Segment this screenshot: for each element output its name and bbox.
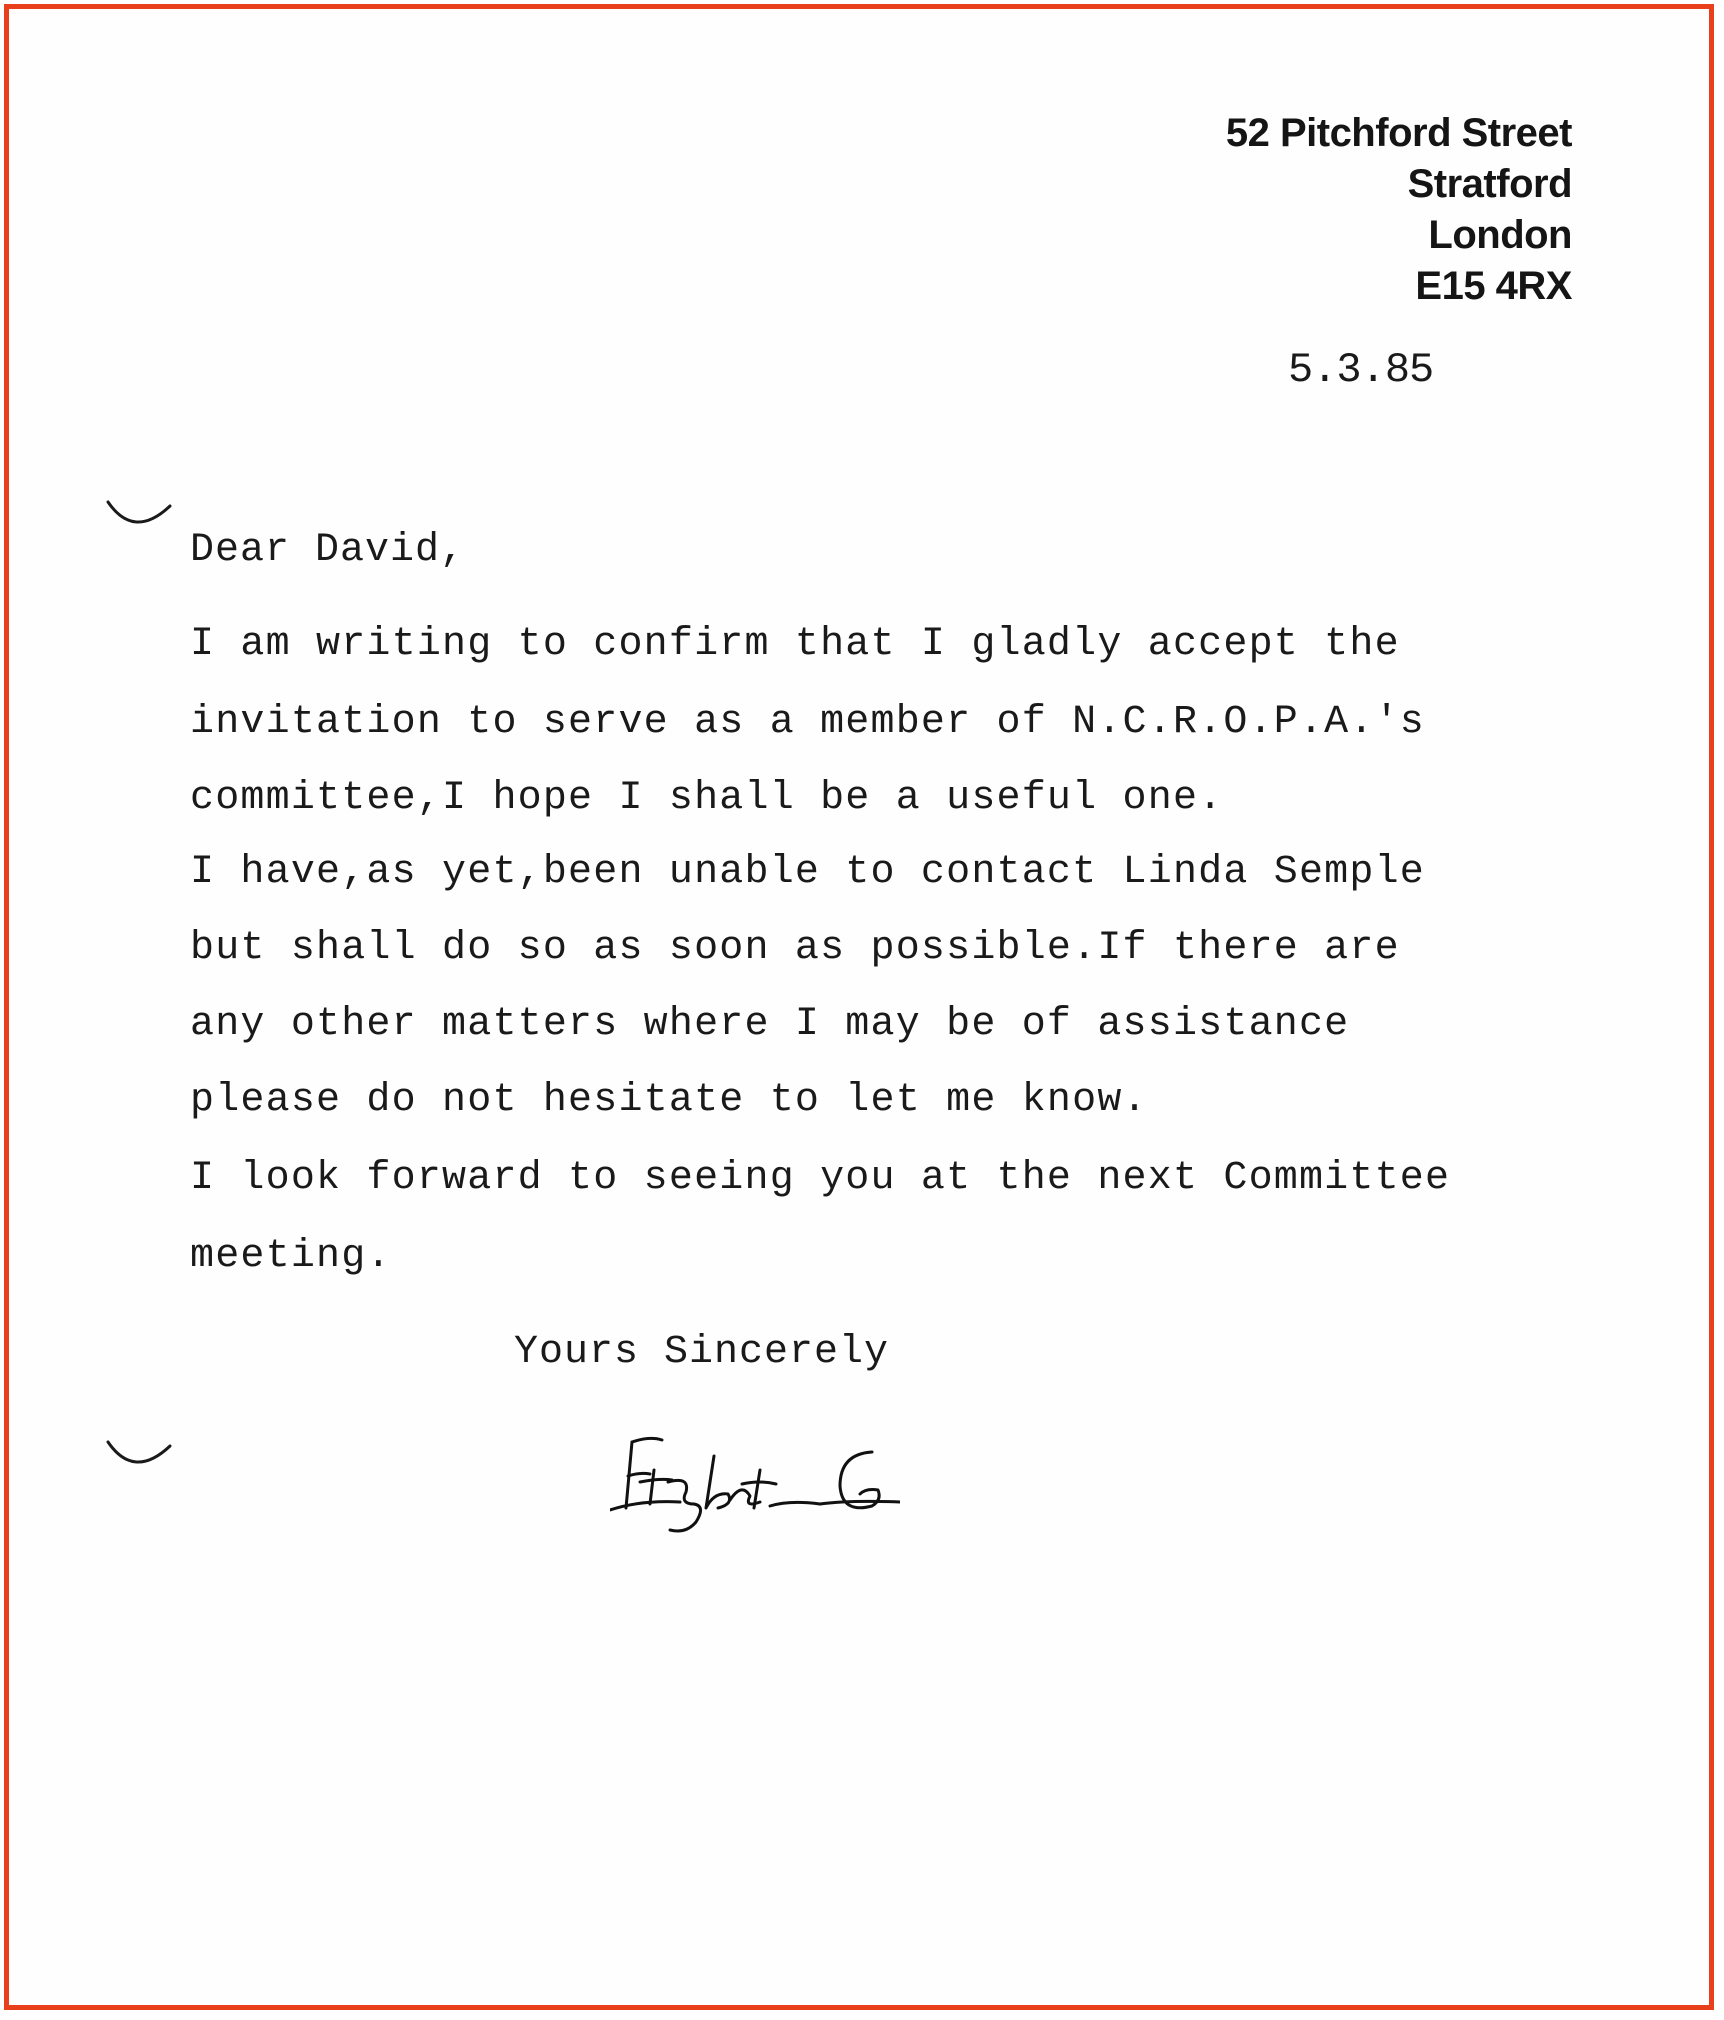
address-line-postcode: E15 4RX [1415, 264, 1572, 308]
body-line-9: meeting. [190, 1234, 392, 1279]
body-line-8: I look forward to seeing you at the next Committee [190, 1156, 1451, 1201]
punch-mark-top [104, 496, 174, 536]
address-line-area: Stratford [1407, 162, 1572, 206]
body-line-5: but shall do so as soon as possible.If there are [190, 926, 1400, 971]
body-line-1: I am writing to confirm that I gladly accept the [190, 622, 1400, 667]
body-line-3: committee,I hope I shall be a useful one. [190, 776, 1224, 821]
handwritten-signature [610, 1430, 900, 1560]
address-line-city: London [1428, 213, 1572, 257]
salutation: Dear David, [190, 528, 466, 573]
body-line-4: I have,as yet,been unable to contact Linda Semple [190, 850, 1425, 895]
body-line-2: invitation to serve as a member of N.C.R.O.P.A.'s [190, 700, 1425, 745]
punch-mark-bottom [104, 1436, 174, 1476]
sender-address [1226, 108, 1572, 312]
letter-date: 5.3.85 [1288, 346, 1434, 394]
closing: Yours Sincerely [514, 1330, 890, 1375]
body-line-6: any other matters where I may be of assistance [190, 1002, 1350, 1047]
address-line-street: 52 Pitchford Street [1225, 111, 1572, 155]
body-line-7: please do not hesitate to let me know. [190, 1078, 1148, 1123]
